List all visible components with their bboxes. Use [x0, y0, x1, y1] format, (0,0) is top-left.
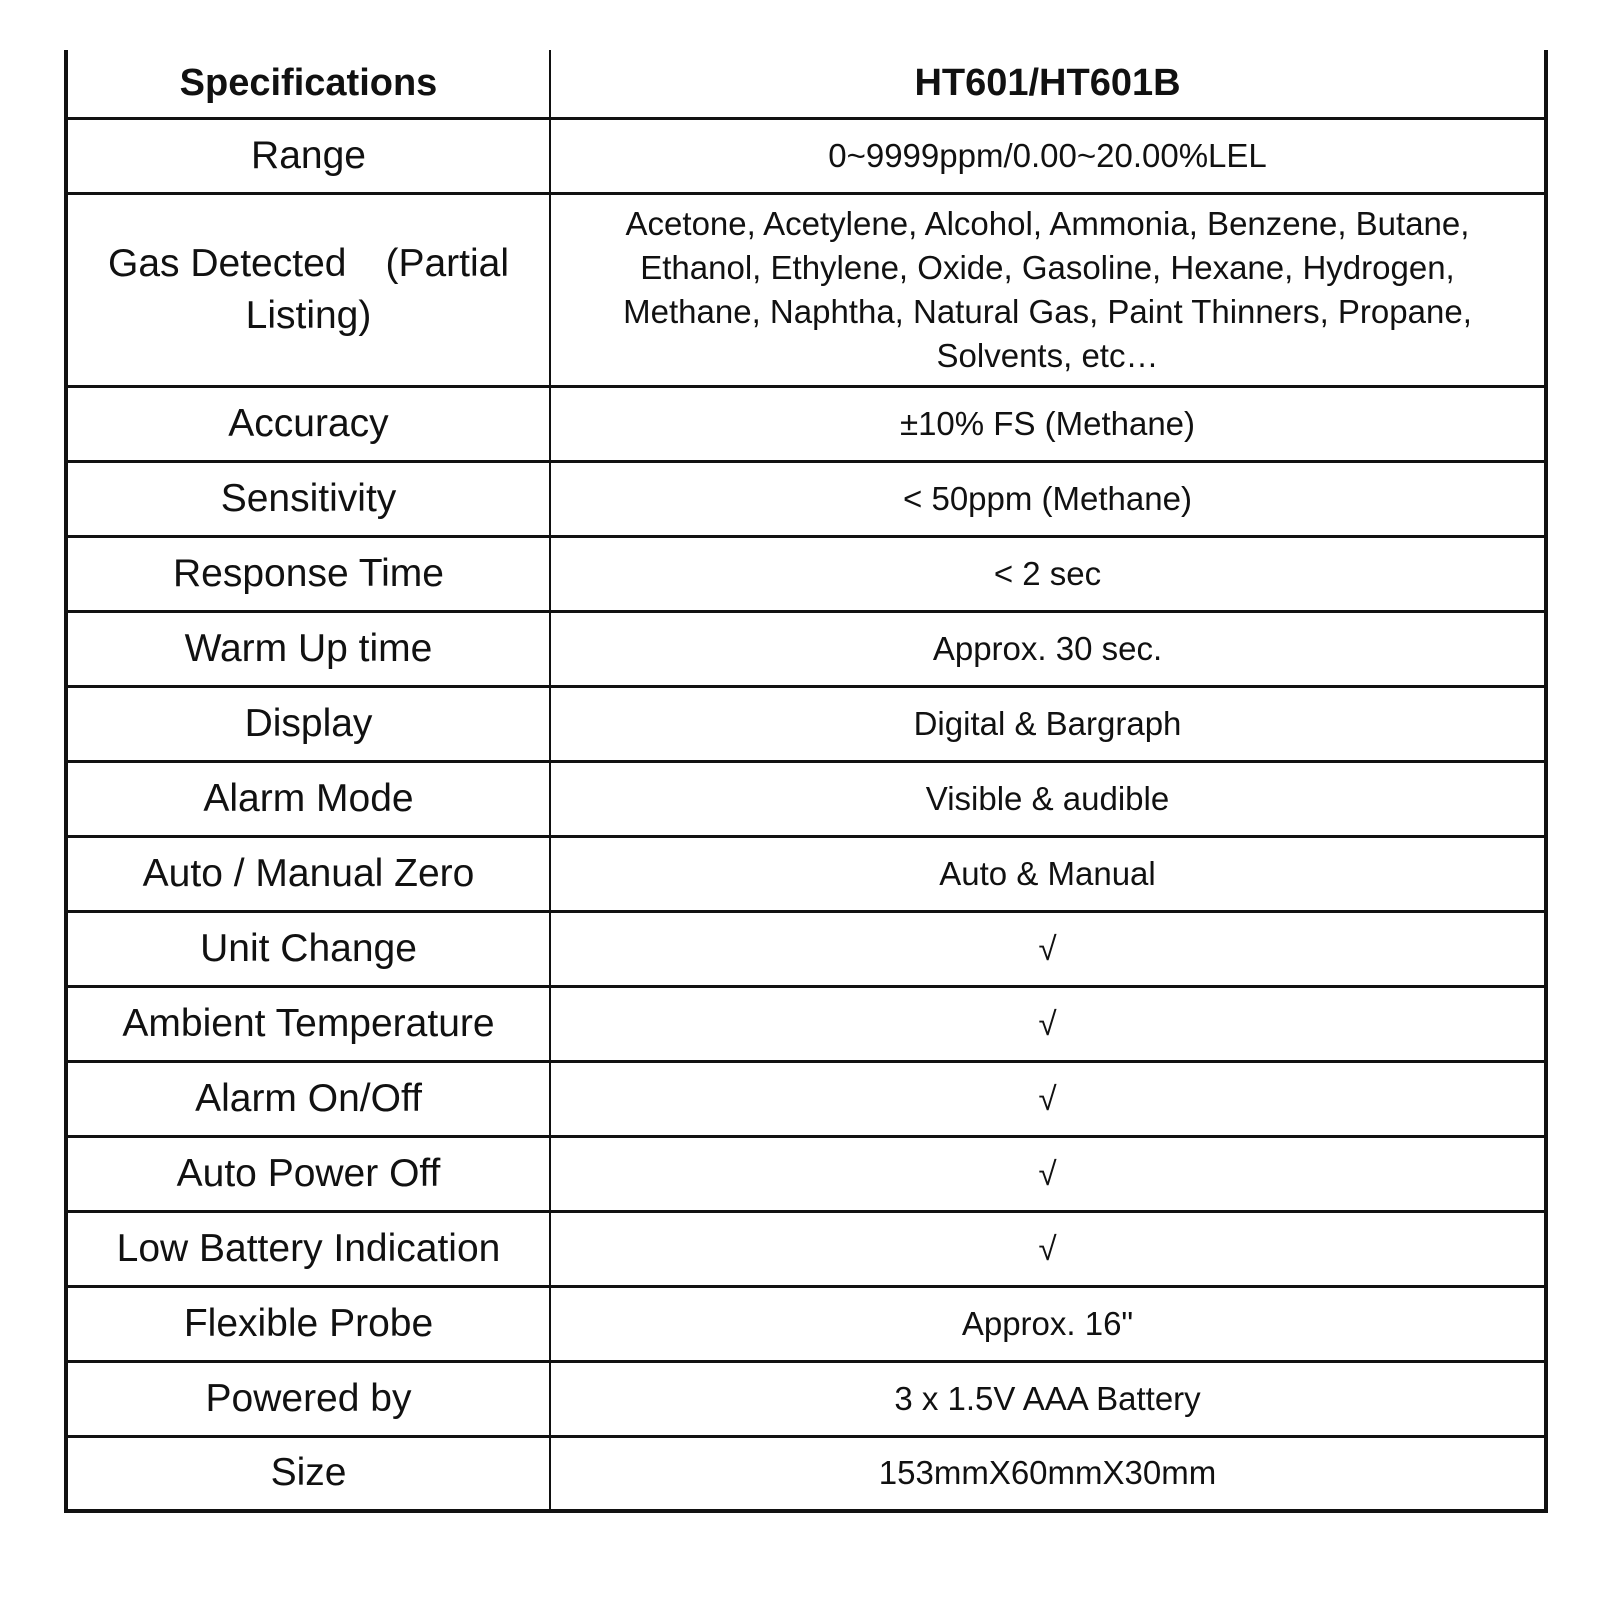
table-row: [66, 836, 1546, 911]
table-row: [66, 386, 1546, 461]
spec-value: Visible & audible: [550, 761, 1546, 836]
spec-name: Powered by: [66, 1361, 550, 1436]
spec-name: Auto / Manual Zero: [66, 836, 550, 911]
spec-name: Flexible Probe: [66, 1286, 550, 1361]
table-row: [66, 761, 1546, 836]
spec-value: Digital & Bargraph: [550, 686, 1546, 761]
spec-value: Approx. 30 sec.: [550, 611, 1546, 686]
spec-name: Sensitivity: [66, 461, 550, 536]
spec-value: < 2 sec: [550, 536, 1546, 611]
table-header-row: [66, 50, 1546, 118]
spec-value: 153mmX60mmX30mm: [550, 1436, 1546, 1511]
check-mark-icon: √: [550, 1211, 1546, 1286]
spec-value: < 50ppm (Methane): [550, 461, 1546, 536]
spec-name: Ambient Temperature: [66, 986, 550, 1061]
spec-name: Alarm On/Off: [66, 1061, 550, 1136]
table-row: [66, 1436, 1546, 1511]
table-row: [66, 611, 1546, 686]
spec-value: ±10% FS (Methane): [550, 386, 1546, 461]
table-row: [66, 686, 1546, 761]
spec-value: 3 x 1.5V AAA Battery: [550, 1361, 1546, 1436]
spec-value: Acetone, Acetylene, Alcohol, Ammonia, Benzene, Butane, Ethanol, Ethylene, Oxide, Gasoline, Hexane, Hydrogen, Methane, Naphtha, Natural Gas, Paint Thinners, Propane, Solvents, etc…: [550, 193, 1546, 386]
spec-value: Auto & Manual: [550, 836, 1546, 911]
spec-value: 0~9999ppm/0.00~20.00%LEL: [550, 118, 1546, 193]
table-row: [66, 986, 1546, 1061]
table-row: [66, 1361, 1546, 1436]
specifications-table: [64, 50, 1548, 1513]
header-specifications: Specifications: [66, 50, 550, 118]
spec-name: Unit Change: [66, 911, 550, 986]
table-row: [66, 193, 1546, 386]
spec-name: Warm Up time: [66, 611, 550, 686]
spec-value: Approx. 16": [550, 1286, 1546, 1361]
table-row: [66, 911, 1546, 986]
table-row: [66, 536, 1546, 611]
spec-name: Range: [66, 118, 550, 193]
spec-name: Response Time: [66, 536, 550, 611]
spec-name: Display: [66, 686, 550, 761]
table-row: [66, 118, 1546, 193]
header-model: HT601/HT601B: [550, 50, 1546, 118]
check-mark-icon: √: [550, 1061, 1546, 1136]
spec-name: Gas Detected (Partial Listing): [66, 193, 550, 386]
spec-name: Auto Power Off: [66, 1136, 550, 1211]
table-row: [66, 1136, 1546, 1211]
spec-name: Low Battery Indication: [66, 1211, 550, 1286]
spec-name: Alarm Mode: [66, 761, 550, 836]
table-row: [66, 1061, 1546, 1136]
table-row: [66, 1211, 1546, 1286]
table-row: [66, 1286, 1546, 1361]
check-mark-icon: √: [550, 986, 1546, 1061]
check-mark-icon: √: [550, 911, 1546, 986]
spec-name: Size: [66, 1436, 550, 1511]
check-mark-icon: √: [550, 1136, 1546, 1211]
spec-name: Accuracy: [66, 386, 550, 461]
table-row: [66, 461, 1546, 536]
